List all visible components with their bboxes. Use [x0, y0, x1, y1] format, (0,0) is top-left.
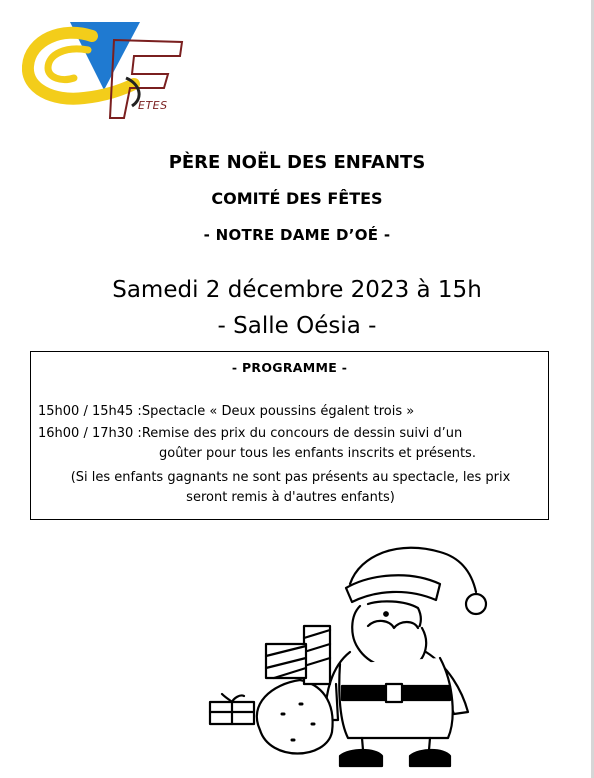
programme-item-time: 15h00 / 15h45 :	[38, 404, 142, 419]
programme-box	[30, 351, 549, 520]
event-venue: - Salle Oésia -	[217, 313, 377, 339]
programme-item-text: Spectacle « Deux poussins égalent trois »	[141, 404, 415, 419]
santa-buckle	[386, 684, 402, 702]
programme-note	[31, 468, 550, 508]
town-title: - NOTRE DAME D’OÉ -	[203, 226, 391, 244]
main-title: PÈRE NOËL DES ENFANTS	[168, 152, 426, 173]
title-block	[0, 146, 594, 252]
programme-item-text: Remise des prix du concours de dessin suivi d’un	[141, 426, 463, 441]
toy-sack	[257, 680, 333, 754]
programme-item	[38, 424, 462, 444]
santa-eye	[384, 612, 388, 616]
programme-note-line: (Si les enfants gagnants ne sont pas présents au spectacle, les prix	[70, 470, 511, 485]
logo-yellow-swirl-inner	[48, 49, 88, 80]
event-date: Samedi 2 décembre 2023 à 15h	[112, 277, 482, 303]
programme-title: - PROGRAMME -	[231, 360, 348, 375]
santa-boot-left	[340, 750, 382, 766]
programme-note-line: seront remis à d'autres enfants)	[186, 490, 395, 505]
gift-box-striped	[266, 644, 306, 678]
santa-claus-icon	[200, 534, 490, 778]
programme-item-time: 16h00 / 17h30 :	[38, 426, 142, 441]
programme-item-continuation: goûter pour tous les enfants inscrits et présents.	[159, 446, 476, 461]
santa-boot-right	[410, 750, 450, 766]
logo-text: ETES	[138, 99, 168, 112]
santa-hat-pompom	[466, 594, 486, 614]
organizer-title: COMITÉ DES FÊTES	[211, 189, 383, 208]
programme-item	[38, 402, 414, 422]
